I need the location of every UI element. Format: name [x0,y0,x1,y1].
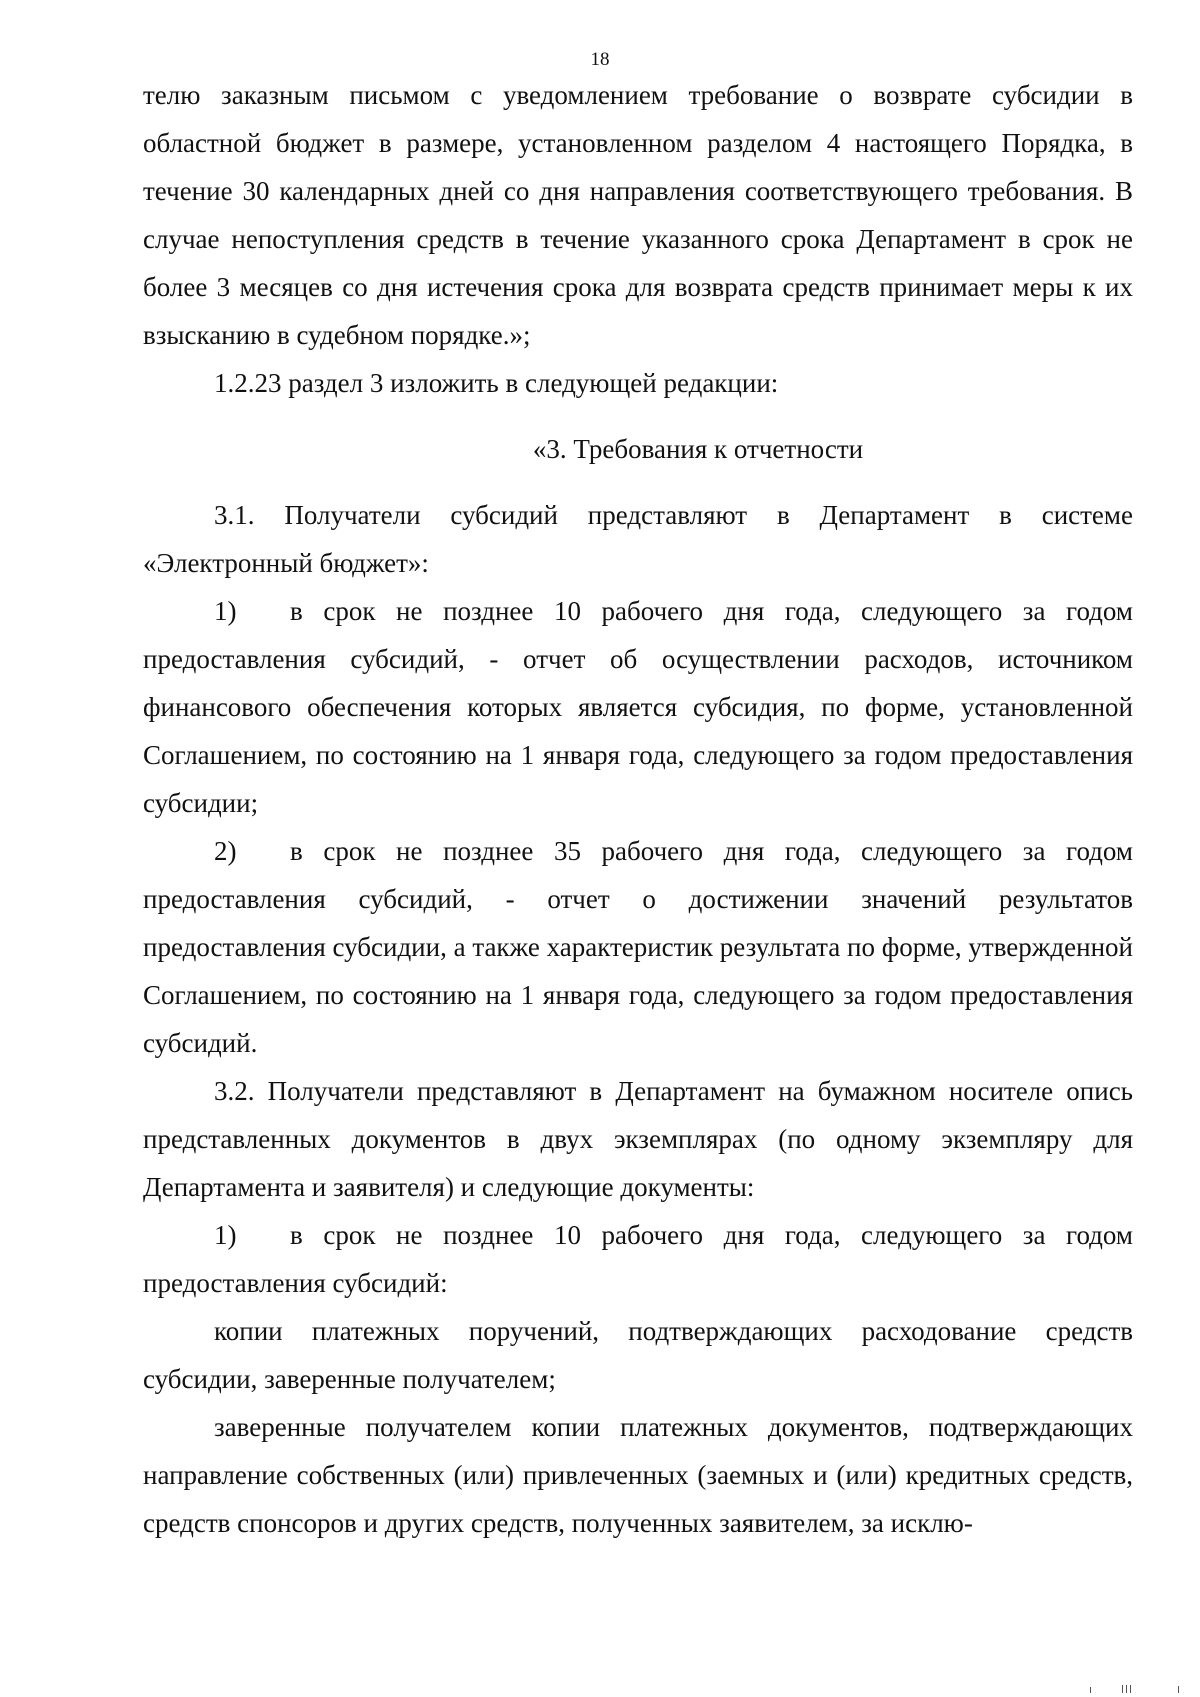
paragraph-return-demand: телю заказным письмом с уведомлением требование о возврате субсидии в областной бюджет в размере, установленном разделом 4 настоящего Порядка, в течение 30 календарных дней со дня направления соответствующего требования. В случае непоступления средств в течение указанного срока Департамент в срок не более 3 месяцев со дня истечения срока для возврата средств принимает меры к их взысканию в судебном порядке.»; [143,80,1133,350]
paragraph-payment-documents: заверенные получателем копии платежных документов, подтверждающих направление собственных (или) привлеченных (заемных и (или) кредитных средств, средств спонсоров и других средств, полученных заявителем, за исклю- [143,1412,1133,1538]
paragraph-payment-orders: копии платежных поручений, подтверждающих расходование средств субсидии, заверенные получателем; [143,1316,1133,1394]
scan-mark [1090,1687,1091,1693]
list-item-text: в срок не позднее 10 рабочего дня года, следующего за годом предоставления субсидий: [143,1220,1133,1298]
scan-mark [1130,1685,1131,1693]
scan-mark [1178,1686,1179,1693]
list-item-text: в срок не позднее 35 рабочего дня года, следующего за годом предоставления субсидий, - отчет о достижении значений результатов предоставления субсидии, а также характеристик результата по форме, утвержденной Соглашением, по состоянию на 1 января года, следующего за годом предоставления субсидий. [143,836,1133,1058]
list-number: 2) [214,836,237,866]
paragraph-3-2: 3.2. Получатели представляют в Департамент на бумажном носителе опись представленных документов в двух экземплярах (по одному экземпляру для Департамента и заявителя) и следующие документы: [143,1076,1133,1202]
list-item-3-2-1 [143,1211,1133,1307]
scan-edge-marks [1070,1683,1190,1693]
paragraph-amendment-section-3: 1.2.23 раздел 3 изложить в следующей редакции: [214,368,779,398]
scan-mark [1122,1685,1123,1693]
page-number: 18 [590,49,610,70]
document-body [143,71,1133,1547]
list-number: 1) [214,596,237,626]
list-number: 1) [214,1220,237,1250]
list-item-text: в срок не позднее 10 рабочего дня года, следующего за годом предоставления субсидий, - отчет об осуществлении расходов, источником финансового обеспечения которых является субсидия, по форме, установленной Соглашением, по состоянию на 1 января года, следующего за годом предоставления субсидии; [143,596,1133,818]
section-heading-reporting: «3. Требования к отчетности [532,434,864,464]
scan-mark [1126,1685,1127,1693]
list-item-3-1-1 [143,587,1133,827]
paragraph-3-1: 3.1. Получатели субсидий представляют в Департамент в системе «Электронный бюджет»: [143,500,1133,578]
list-item-3-1-2 [143,827,1133,1067]
